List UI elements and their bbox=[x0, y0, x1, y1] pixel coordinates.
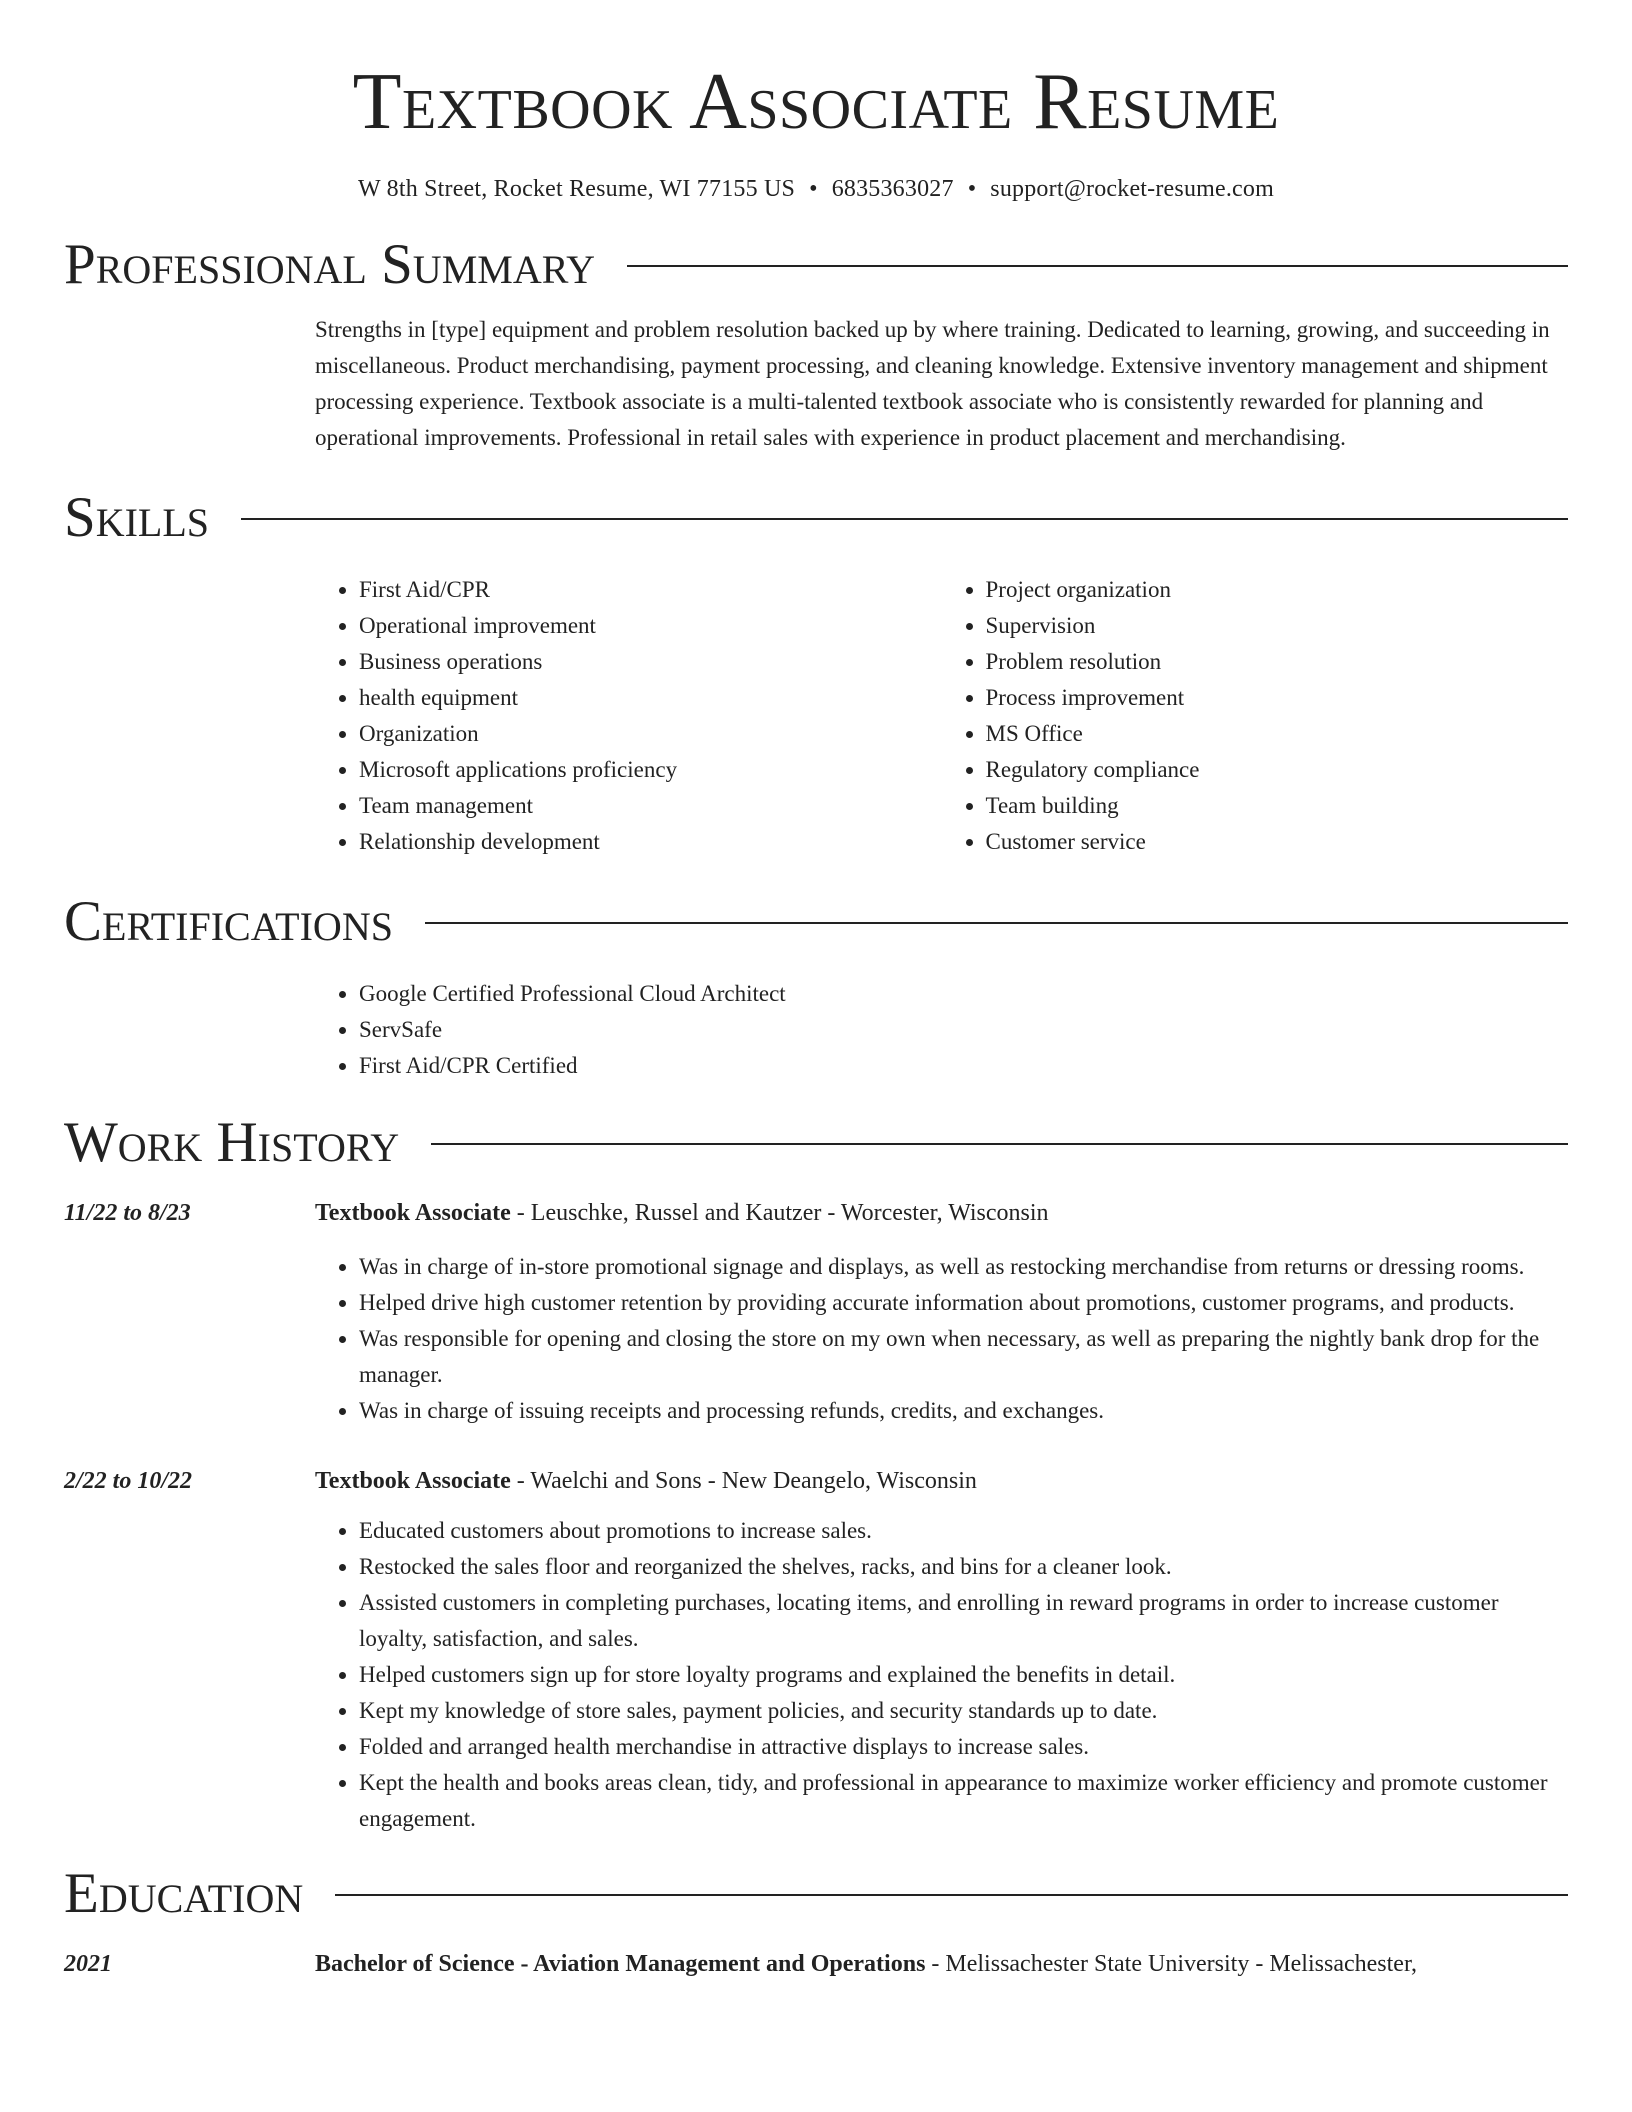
certifications-heading: Certifications bbox=[64, 890, 393, 953]
skills-list-left bbox=[315, 572, 942, 860]
job-position bbox=[315, 1463, 977, 1499]
skill-item: • Operational improvement bbox=[359, 608, 942, 644]
skill-item: • Supervision bbox=[986, 608, 1569, 644]
resume-page bbox=[64, 0, 1568, 1982]
certifications-block bbox=[315, 976, 1568, 1084]
job-bullets bbox=[315, 1513, 1568, 1837]
summary-text: Strengths in [type] equipment and problem resolution backed up by where training. Dedicated to learning, growing, and succeeding in miscellaneous. Product merchandising, payment processing, and cleaning knowledge. Extensive inventory management and shipment processing experience. Textbook associate is a multi-talented textbook associate who is consistently rewarded for planning and operational improvements. Professional in retail sales with experience in product placement and merchandising. bbox=[315, 317, 1550, 450]
education-school: - Melissachester State University - Melissachester, bbox=[925, 1951, 1417, 1977]
section-divider bbox=[335, 1894, 1568, 1896]
contact-email: support@rocket-resume.com bbox=[990, 176, 1274, 202]
job-title: Textbook Associate bbox=[315, 1200, 511, 1226]
skill-item: • Problem resolution bbox=[986, 644, 1569, 680]
summary-section-header bbox=[64, 233, 1568, 296]
job-bullet: • Helped customers sign up for store loyalty programs and explained the benefits in detail. bbox=[359, 1657, 1568, 1693]
section-divider bbox=[627, 265, 1568, 267]
skill-item: • Microsoft applications proficiency bbox=[359, 752, 942, 788]
job-bullet: • Was in charge of issuing receipts and processing refunds, credits, and exchanges. bbox=[359, 1393, 1568, 1429]
certifications-section-header bbox=[64, 890, 1568, 953]
skill-item: • First Aid/CPR bbox=[359, 572, 942, 608]
job-bullet: • Was in charge of in-store promotional signage and displays, as well as restocking merchandise from returns or dressing rooms. bbox=[359, 1249, 1568, 1285]
certifications-list bbox=[315, 976, 1568, 1084]
job-position bbox=[315, 1195, 1049, 1231]
skills-heading: Skills bbox=[64, 486, 210, 549]
skill-item: • Team management bbox=[359, 788, 942, 824]
resume-title: Textbook Associate Resume bbox=[352, 58, 1280, 146]
work-section-header bbox=[64, 1111, 1568, 1174]
section-divider bbox=[431, 1143, 1568, 1145]
job-duties bbox=[315, 1513, 1568, 1837]
education-degree: Bachelor of Science - Aviation Management and Operations bbox=[315, 1951, 926, 1977]
skill-item: • health equipment bbox=[359, 680, 942, 716]
skills-list-right bbox=[942, 572, 1569, 860]
section-divider bbox=[425, 922, 1568, 924]
education-heading: Education bbox=[64, 1862, 304, 1925]
job-bullet: • Kept the health and books areas clean, tidy, and professional in appearance to maximize worker efficiency and promote customer engagement. bbox=[359, 1765, 1568, 1837]
job-bullet: • Kept my knowledge of store sales, payment policies, and security standards up to date. bbox=[359, 1693, 1568, 1729]
job-title: Textbook Associate bbox=[315, 1468, 511, 1494]
skill-item: • Customer service bbox=[986, 824, 1569, 860]
job-bullet: • Assisted customers in completing purchases, locating items, and enrolling in reward programs in order to increase customer loyalty, satisfaction, and sales. bbox=[359, 1585, 1568, 1657]
contact-address: W 8th Street, Rocket Resume, WI 77155 US bbox=[358, 176, 796, 202]
job-employer: - Waelchi and Sons - New Deangelo, Wisconsin bbox=[510, 1468, 977, 1494]
skill-item: • Team building bbox=[986, 788, 1569, 824]
contact-separator: • bbox=[967, 176, 977, 202]
certification-item: • First Aid/CPR Certified bbox=[359, 1048, 1568, 1084]
contact-separator: • bbox=[809, 176, 818, 202]
job-bullet: • Folded and arranged health merchandise in attractive displays to increase sales. bbox=[359, 1729, 1568, 1765]
skill-item: • Business operations bbox=[359, 644, 942, 680]
job-bullets bbox=[315, 1249, 1568, 1429]
contact-line bbox=[64, 176, 1568, 203]
skill-item: • Process improvement bbox=[986, 680, 1569, 716]
certification-item: • Google Certified Professional Cloud Architect bbox=[359, 976, 1568, 1012]
education-section-header bbox=[64, 1862, 1568, 1925]
job-bullet: • Helped drive high customer retention by providing accurate information about promotions, customer programs, and products. bbox=[359, 1285, 1568, 1321]
job-bullet: • Educated customers about promotions to increase sales. bbox=[359, 1513, 1568, 1549]
job-bullet: • Was responsible for opening and closing the store on my own when necessary, as well as preparing the nightly bank drop for the manager. bbox=[359, 1321, 1568, 1393]
skill-item: • Project organization bbox=[986, 572, 1569, 608]
skills-section-header bbox=[64, 486, 1568, 549]
education-entry bbox=[64, 1946, 1568, 1982]
job-bullet: • Restocked the sales floor and reorganized the shelves, racks, and bins for a cleaner look. bbox=[359, 1549, 1568, 1585]
job-header bbox=[64, 1195, 1568, 1231]
job-header bbox=[64, 1463, 1568, 1499]
job-duties bbox=[315, 1249, 1568, 1429]
skill-item: • MS Office bbox=[986, 716, 1569, 752]
contact-phone: 6835363027 bbox=[831, 176, 954, 202]
skill-item: • Relationship development bbox=[359, 824, 942, 860]
work-heading: Work History bbox=[64, 1111, 400, 1174]
certification-item: • ServSafe bbox=[359, 1012, 1568, 1048]
skill-item: • Regulatory compliance bbox=[986, 752, 1569, 788]
skill-item: • Organization bbox=[359, 716, 942, 752]
skills-columns bbox=[315, 572, 1568, 860]
job-dates: 2/22 to 10/22 bbox=[64, 1468, 193, 1494]
job-dates: 11/22 to 8/23 bbox=[64, 1200, 191, 1226]
education-year: 2021 bbox=[64, 1951, 112, 1977]
job-employer: - Leuschke, Russel and Kautzer - Worcester, Wisconsin bbox=[510, 1200, 1049, 1226]
education-detail bbox=[315, 1946, 1417, 1982]
summary-heading: Professional Summary bbox=[64, 233, 596, 296]
section-divider bbox=[241, 518, 1568, 520]
